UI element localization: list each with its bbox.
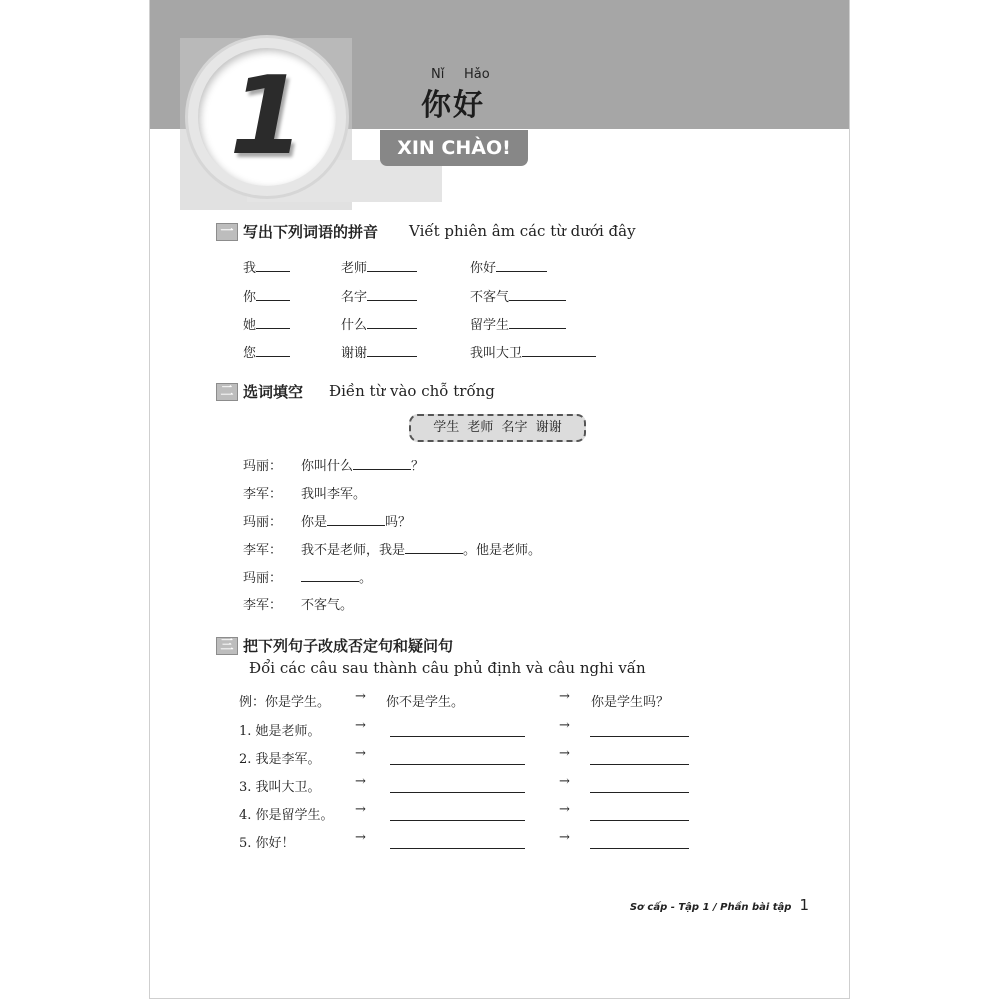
- section-2-title-chinese: 选词填空: [243, 383, 304, 401]
- dialogue-line: 李军： 我叫李军。: [243, 487, 367, 502]
- pinyin-hao: Hǎo: [464, 67, 490, 82]
- answer-blank[interactable]: [353, 457, 411, 470]
- word-item: 老师: [341, 257, 417, 276]
- exercise-sentence: 1. 她是老师。: [239, 724, 321, 739]
- lesson-title-vietnamese: XIN CHÀO!: [380, 130, 528, 166]
- arrow-icon: →: [355, 746, 366, 761]
- section-3-number: 三: [216, 637, 238, 655]
- answer-blank[interactable]: [509, 316, 566, 329]
- arrow-icon: →: [355, 689, 366, 704]
- answer-blank[interactable]: [256, 316, 290, 329]
- answer-blank[interactable]: [256, 344, 290, 357]
- question-answer-line[interactable]: [590, 819, 689, 821]
- exercise-sentence: 2. 我是李军。: [239, 752, 321, 767]
- page-footer: [630, 896, 809, 914]
- answer-blank[interactable]: [405, 541, 463, 554]
- word-item: 不客气: [470, 286, 566, 305]
- arrow-icon: →: [355, 830, 366, 845]
- word-choices-box: 学生 老师 名字 谢谢: [409, 414, 586, 442]
- word-item: 名字: [341, 286, 417, 305]
- answer-blank[interactable]: [367, 259, 417, 272]
- section-1-title-vietnamese: Viết phiên âm các từ dưới đây: [409, 222, 636, 240]
- answer-blank[interactable]: [367, 288, 417, 301]
- page-number: 1: [799, 896, 809, 914]
- negative-answer-line[interactable]: [390, 819, 525, 821]
- section-1-title-chinese: 写出下列词语的拼音: [243, 223, 379, 241]
- arrow-icon: →: [559, 718, 570, 733]
- answer-blank[interactable]: [301, 569, 359, 582]
- arrow-icon: →: [559, 689, 570, 704]
- lesson-title-chinese: 你好: [421, 88, 485, 123]
- answer-blank[interactable]: [256, 259, 290, 272]
- answer-blank[interactable]: [367, 344, 417, 357]
- word-item: 你: [243, 286, 290, 305]
- pinyin-ni: Nǐ: [431, 67, 445, 82]
- workbook-page: [149, 0, 850, 999]
- section-1-header: [216, 221, 696, 243]
- arrow-icon: →: [355, 802, 366, 817]
- word-item: 她: [243, 314, 290, 333]
- word-item: 我叫大卫: [470, 342, 596, 361]
- book-label: Sơ cấp - Tập 1 / Phần bài tập: [629, 902, 792, 913]
- answer-blank[interactable]: [367, 316, 417, 329]
- answer-blank[interactable]: [509, 288, 566, 301]
- section-2-header: [216, 381, 616, 403]
- arrow-icon: →: [355, 718, 366, 733]
- lesson-number: 1: [229, 54, 305, 179]
- answer-blank[interactable]: [327, 513, 385, 526]
- dialogue-line: 玛丽： 。: [243, 571, 373, 586]
- word-item: 我: [243, 257, 290, 276]
- question-answer-line[interactable]: [590, 847, 689, 849]
- dialogue-line: 玛丽： 你是 吗？: [243, 515, 412, 530]
- word-item: 什么: [341, 314, 417, 333]
- word-item: 谢谢: [341, 342, 417, 361]
- example-question: 你是学生吗？: [591, 695, 670, 710]
- answer-blank[interactable]: [256, 288, 290, 301]
- arrow-icon: →: [355, 774, 366, 789]
- dialogue-line: 玛丽： 你叫什么 ？: [243, 459, 425, 474]
- question-answer-line[interactable]: [590, 735, 689, 737]
- answer-blank[interactable]: [522, 344, 596, 357]
- section-3-header: [216, 635, 536, 657]
- question-answer-line[interactable]: [590, 763, 689, 765]
- exercise-sentence: 4. 你是留学生。: [239, 808, 334, 823]
- negative-answer-line[interactable]: [390, 735, 525, 737]
- dialogue-line: 李军： 不客气。: [243, 598, 354, 613]
- example-negative: 你不是学生。: [386, 695, 465, 710]
- section-2-title-vietnamese: Điền từ vào chỗ trống: [329, 382, 495, 400]
- arrow-icon: →: [559, 774, 570, 789]
- negative-answer-line[interactable]: [390, 763, 525, 765]
- example-sentence: 例：你是学生。: [239, 695, 331, 710]
- section-1-number: 一: [216, 223, 238, 241]
- exercise-sentence: 3. 我叫大卫。: [239, 780, 321, 795]
- arrow-icon: →: [559, 830, 570, 845]
- negative-answer-line[interactable]: [390, 791, 525, 793]
- section-3-title-chinese: 把下列句子改成否定句和疑问句: [243, 637, 454, 655]
- exercise-sentence: 5. 你好！: [239, 836, 295, 851]
- word-item: 您: [243, 342, 290, 361]
- word-item: 留学生: [470, 314, 566, 333]
- question-answer-line[interactable]: [590, 791, 689, 793]
- section-3-title-vietnamese: Đổi các câu sau thành câu phủ định và câu nghi vấn: [249, 659, 646, 677]
- word-item: 你好: [470, 257, 547, 276]
- answer-blank[interactable]: [496, 259, 547, 272]
- section-2-number: 二: [216, 383, 238, 401]
- arrow-icon: →: [559, 802, 570, 817]
- negative-answer-line[interactable]: [390, 847, 525, 849]
- dialogue-line: 李军： 我不是老师，我是 。他是老师。: [243, 543, 542, 558]
- arrow-icon: →: [559, 746, 570, 761]
